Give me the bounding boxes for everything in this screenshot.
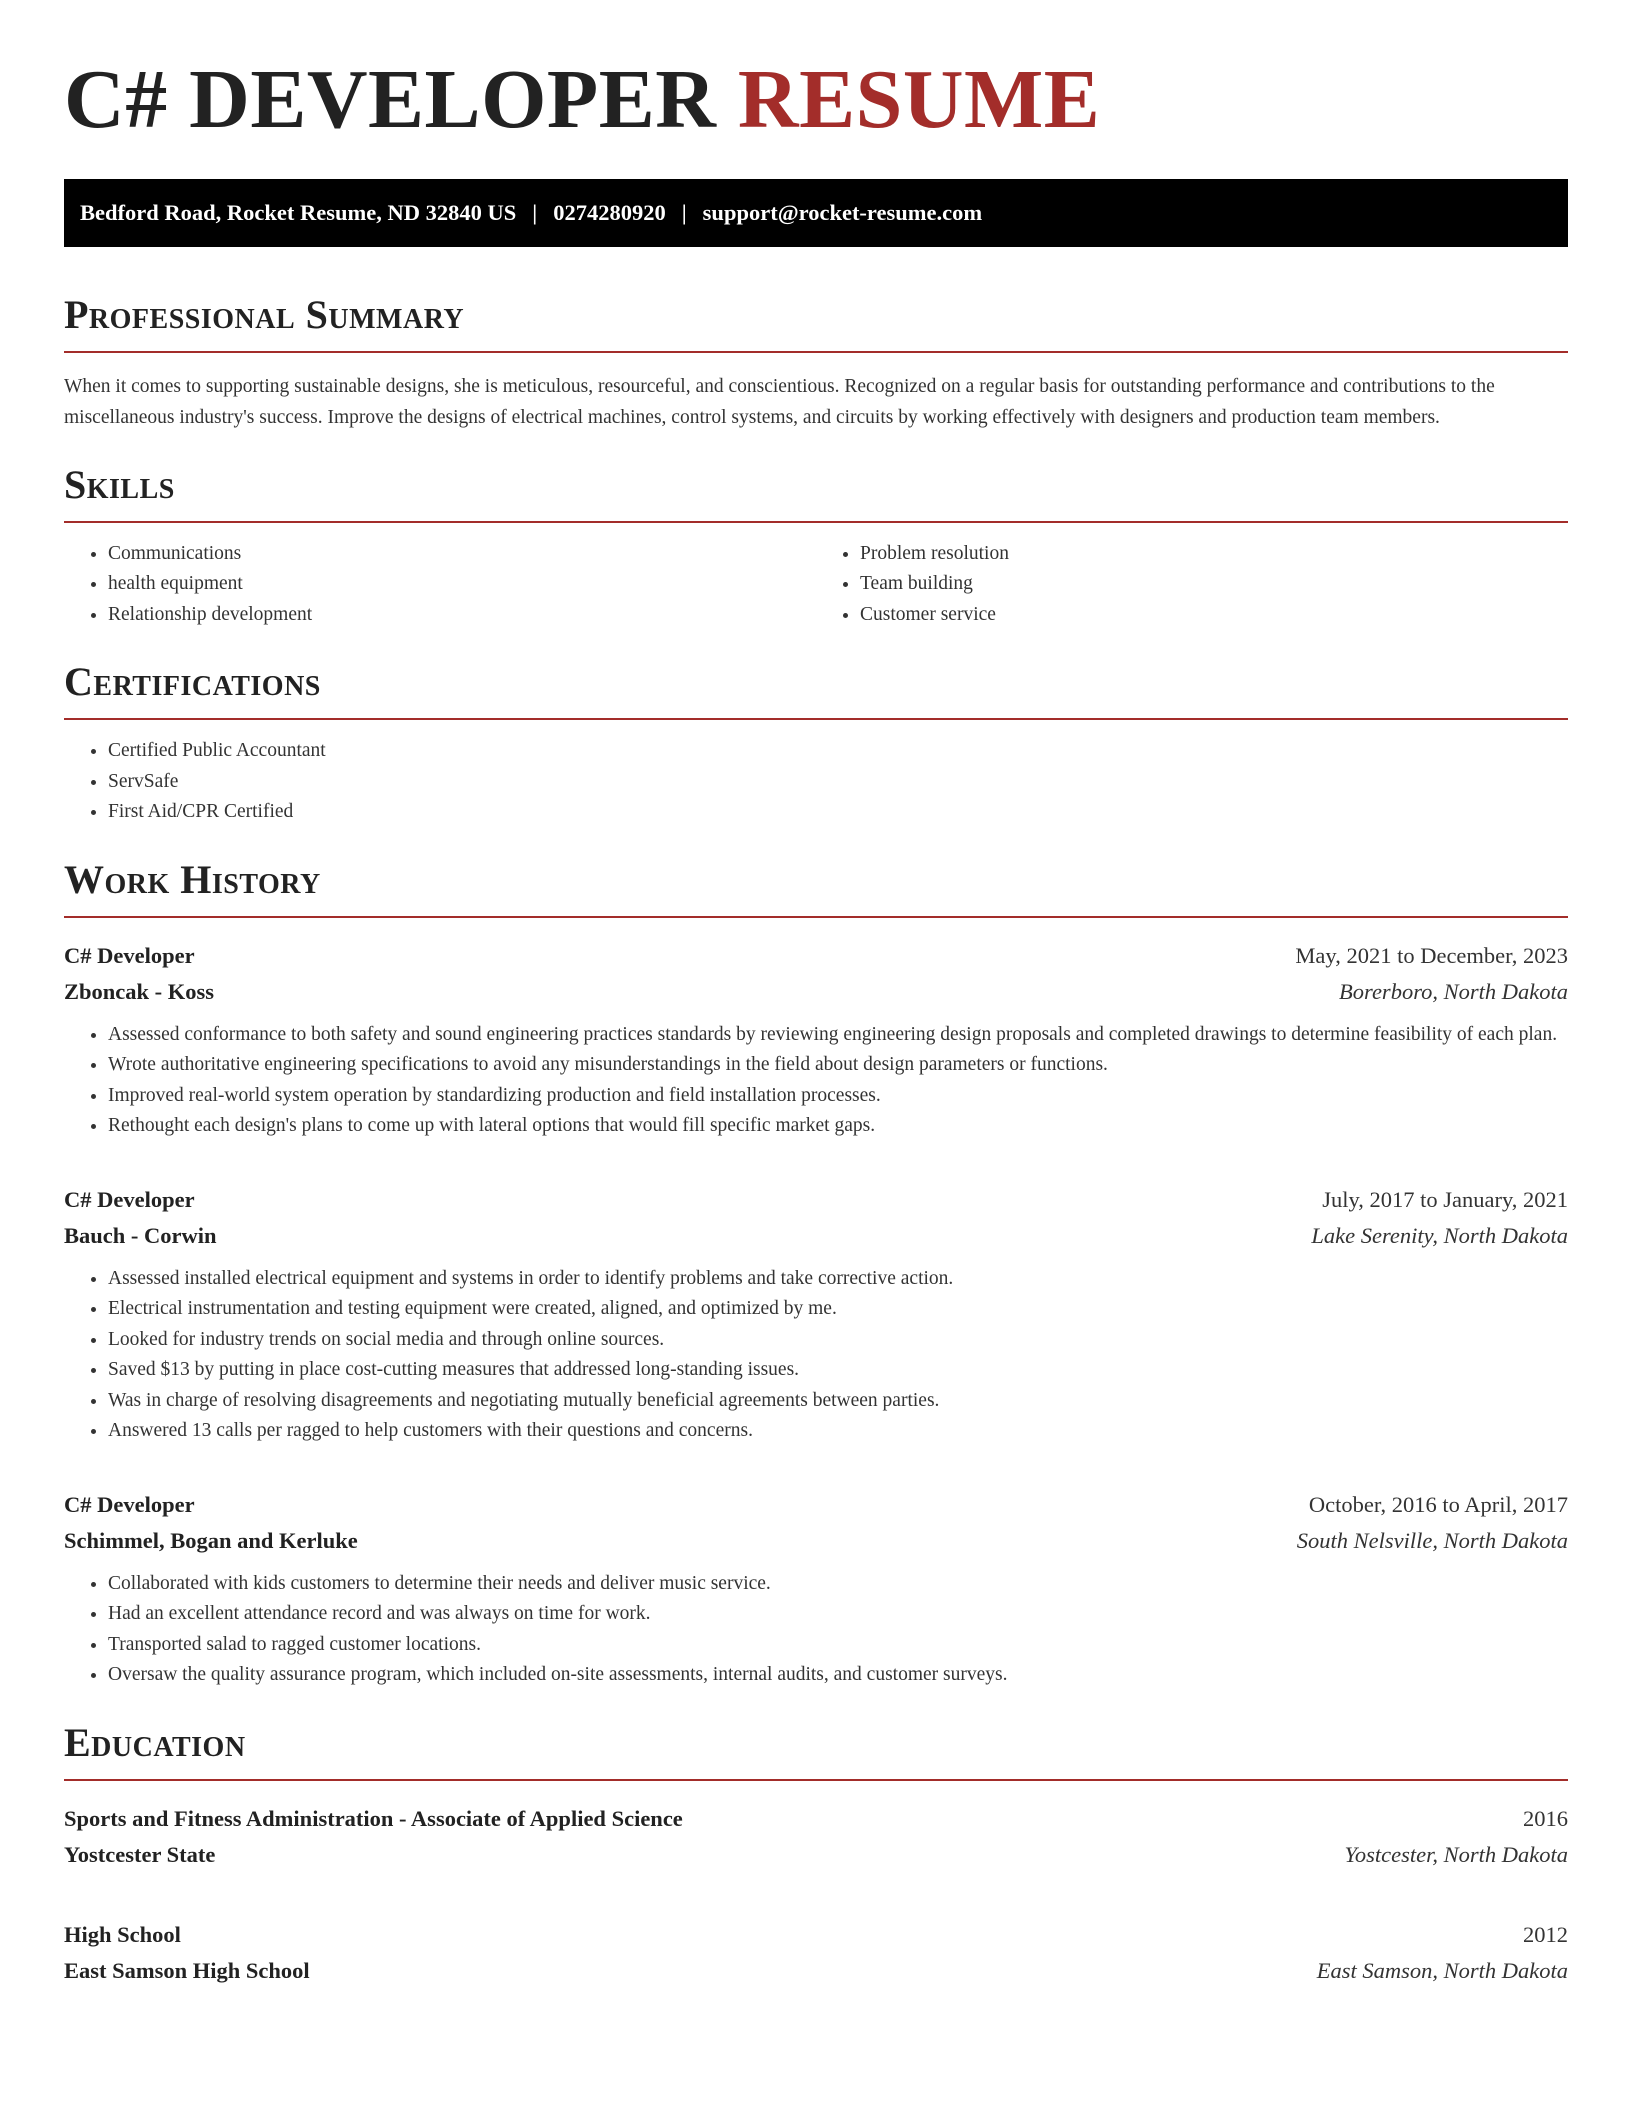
skills-list-left [64, 539, 816, 631]
job-bullet: • Was in charge of resolving disagreements and negotiating mutually beneficial agreements between parties. [108, 1386, 1568, 1417]
section-title-education: Education [64, 1719, 246, 1765]
job-dates: October, 2016 to April, 2017 [1308, 1491, 1568, 1517]
job-location: South Nelsville, North Dakota [1296, 1527, 1568, 1553]
title-accent: RESUME [737, 53, 1101, 146]
job-company: Zboncak - Koss [64, 978, 215, 1004]
section-divider [64, 351, 1568, 353]
education-school-row [64, 1837, 1568, 1873]
education-entry [64, 1917, 1568, 1989]
job-company-row [64, 1523, 1568, 1559]
job-bullet: • Improved real-world system operation by standardizing production and field installation processes. [108, 1081, 1568, 1112]
job-bullet: • Oversaw the quality assurance program, which included on-site assessments, internal audits, and customer surveys. [108, 1660, 1568, 1691]
job-bullet: • Transported salad to ragged customer locations. [108, 1630, 1568, 1661]
job-company-row [64, 1218, 1568, 1254]
section-title-skills: Skills [64, 461, 175, 507]
job-bullet: • Had an excellent attendance record and was always on time for work. [108, 1599, 1568, 1630]
education-location: East Samson, North Dakota [1316, 1957, 1568, 1983]
skills-list-right [816, 539, 1568, 631]
contact-separator: | [681, 199, 687, 225]
education-school: East Samson High School [64, 1957, 310, 1983]
job-entry [64, 938, 1568, 1142]
education-school-row [64, 1953, 1568, 1989]
job-header-row [64, 1182, 1568, 1218]
job-dates: May, 2021 to December, 2023 [1295, 942, 1568, 968]
job-bullets [64, 1264, 1568, 1447]
job-header-row [64, 1487, 1568, 1523]
section-divider [64, 1779, 1568, 1781]
job-location: Lake Serenity, North Dakota [1311, 1222, 1568, 1248]
education-year: 2012 [1523, 1921, 1568, 1947]
job-company: Bauch - Corwin [64, 1222, 217, 1248]
job-bullet: • Saved $13 by putting in place cost-cutting measures that addressed long-standing issues. [108, 1355, 1568, 1386]
contact-address: Bedford Road, Rocket Resume, ND 32840 US [80, 199, 517, 225]
job-company: Schimmel, Bogan and Kerluke [64, 1527, 358, 1553]
job-bullet: • Wrote authoritative engineering specifications to avoid any misunderstandings in the field about design parameters or functions. [108, 1050, 1568, 1081]
job-bullet: • Rethought each design's plans to come up with lateral options that would fill specific market gaps. [108, 1111, 1568, 1142]
education-school: Yostcester State [64, 1841, 216, 1867]
title-main: C# DEVELOPER [64, 53, 717, 146]
job-entry [64, 1182, 1568, 1447]
certification-item: • Certified Public Accountant [108, 736, 1568, 767]
education-header-row [64, 1801, 1568, 1837]
certification-item: • First Aid/CPR Certified [108, 797, 1568, 828]
job-bullets [64, 1569, 1568, 1691]
skill-item: • Problem resolution [860, 539, 1568, 570]
job-entry [64, 1487, 1568, 1691]
section-title-summary: Professional Summary [64, 291, 465, 337]
job-bullet: • Assessed installed electrical equipment and systems in order to identify problems and take corrective action. [108, 1264, 1568, 1295]
skills-columns [64, 523, 1568, 631]
skill-item: • Relationship development [108, 600, 816, 631]
job-location: Borerboro, North Dakota [1339, 978, 1568, 1004]
job-bullets [64, 1020, 1568, 1142]
section-title-certifications: Certifications [64, 659, 321, 705]
job-title: C# Developer [64, 942, 195, 968]
job-bullet: • Electrical instrumentation and testing equipment were created, aligned, and optimized by me. [108, 1294, 1568, 1325]
skill-item: • Communications [108, 539, 816, 570]
contact-separator: | [532, 199, 538, 225]
job-bullet: • Assessed conformance to both safety and sound engineering practices standards by reviewing engineering design proposals and completed drawings to determine feasibility of each plan. [108, 1020, 1568, 1051]
education-header-row [64, 1917, 1568, 1953]
education-location: Yostcester, North Dakota [1344, 1841, 1568, 1867]
resume-title [64, 50, 1568, 151]
education-year: 2016 [1523, 1805, 1568, 1831]
job-bullet: • Collaborated with kids customers to determine their needs and deliver music service. [108, 1569, 1568, 1600]
education-degree: High School [64, 1921, 181, 1947]
section-divider [64, 718, 1568, 720]
skill-item: • health equipment [108, 569, 816, 600]
job-header-row [64, 938, 1568, 974]
contact-bar [64, 179, 1568, 247]
skill-item: • Team building [860, 569, 1568, 600]
job-dates: July, 2017 to January, 2021 [1322, 1186, 1568, 1212]
job-title: C# Developer [64, 1491, 195, 1517]
certification-item: • ServSafe [108, 767, 1568, 798]
section-divider [64, 916, 1568, 918]
skill-item: • Customer service [860, 600, 1568, 631]
education-entry [64, 1801, 1568, 1873]
contact-phone[interactable]: 0274280920 [553, 199, 666, 225]
job-company-row [64, 974, 1568, 1010]
contact-email[interactable]: support@rocket-resume.com [702, 199, 983, 225]
section-title-work-history: Work History [64, 856, 321, 902]
job-title: C# Developer [64, 1186, 195, 1212]
job-bullet: • Looked for industry trends on social media and through online sources. [108, 1325, 1568, 1356]
certifications-list [64, 736, 1568, 828]
job-bullet: • Answered 13 calls per ragged to help customers with their questions and concerns. [108, 1416, 1568, 1447]
summary-text: When it comes to supporting sustainable designs, she is meticulous, resourceful, and conscientious. Recognized on a regular basis for outstanding performance and contributions to the miscellaneous industry's success. Improve the designs of electrical machines, control systems, and circuits by working effectively with designers and production team members. [64, 375, 1495, 428]
education-degree: Sports and Fitness Administration - Associate of Applied Science [64, 1805, 683, 1831]
